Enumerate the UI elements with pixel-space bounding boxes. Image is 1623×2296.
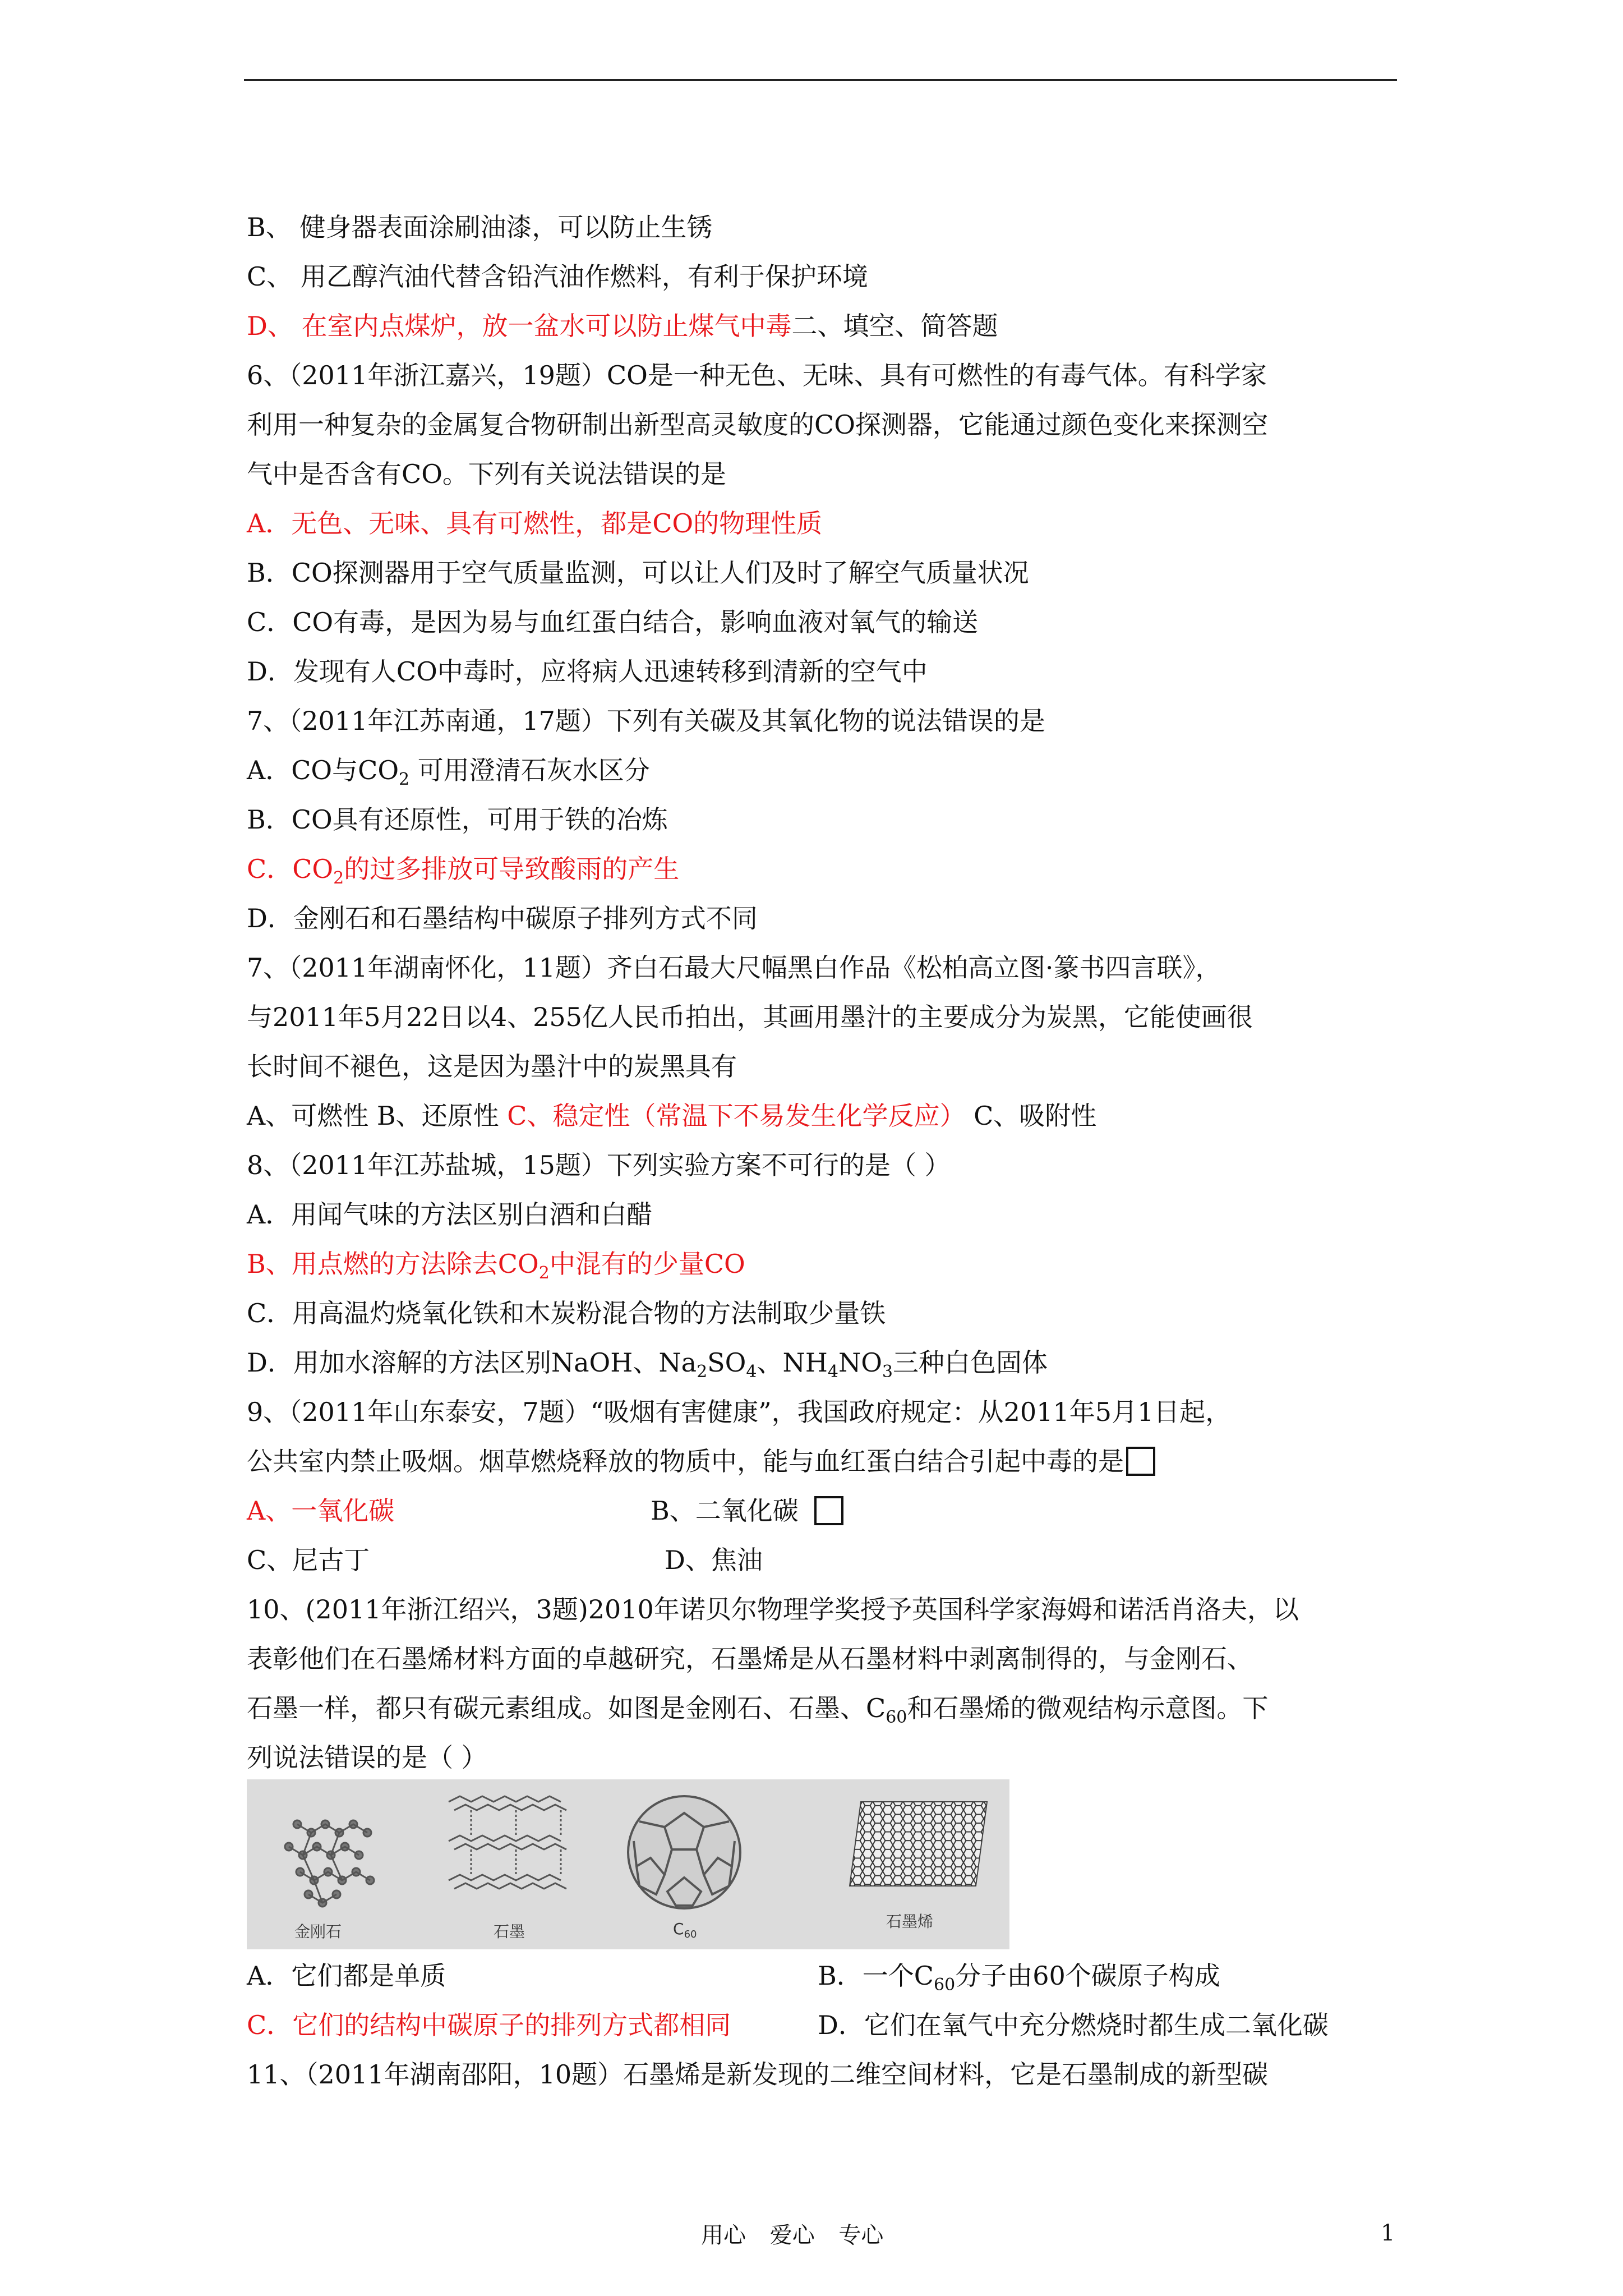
q6-option-b: B．CO探测器用于空气质量监测，可以让人们及时了解空气质量状况 xyxy=(247,558,1029,588)
question-6-line1: 6、（2011年浙江嘉兴，19题）CO是一种无色、无味、具有可燃性的有毒气体。有科学家 xyxy=(247,360,1267,390)
question-9-line2: 公共室内禁止吸烟。烟草燃烧释放的物质中，能与血红蛋白结合引起中毒的是 xyxy=(247,1443,1155,1479)
caption-graphene: 石墨烯 xyxy=(886,1912,934,1931)
question-10-line2: 表彰他们在石墨烯材料方面的卓越研究，石墨烯是从石墨材料中剥离制得的，与金刚石、 xyxy=(247,1644,1253,1674)
q7a-option-a: A．CO与$CO_2$ 可用澄清石灰水区分 xyxy=(247,755,650,789)
option-c-line: C、 用乙醇汽油代替含铅汽油作燃料，有利于保护环境 xyxy=(247,261,868,292)
question-6-line2: 利用一种复杂的金属复合物研制出新型高灵敏度的CO探测器，它能通过颜色变化来探测空 xyxy=(247,409,1268,440)
page-footer: 用心 爱心 专心 xyxy=(701,2223,884,2248)
question-9-line1: 9、（2011年山东泰安，7题）“吸烟有害健康”，我国政府规定：从2011年5月1日起， xyxy=(247,1397,1232,1427)
question-7a-line: 7、（2011年江苏南通，17题）下列有关碳及其氧化物的说法错误的是 xyxy=(247,706,1045,736)
question-10-line4: 列说法错误的是（ ） xyxy=(247,1742,487,1773)
graphite-structure xyxy=(449,1796,566,1889)
q6-option-a: A．无色、无味、具有可燃性，都是CO的物理性质 xyxy=(247,508,823,539)
question-10-line3: 石墨一样，都只有碳元素组成。如图是金刚石、石墨、$C_{60}$和石墨烯的微观结构示意图。下 xyxy=(247,1693,1269,1727)
answer-box xyxy=(814,1496,843,1525)
q7a-option-d: D．金刚石和石墨结构中碳原子排列方式不同 xyxy=(247,903,758,933)
q8-option-d: D．用加水溶解的方法区别NaOH、$Na_2SO_4$、$NH_4NO_3$三种白色固体 xyxy=(247,1347,1048,1382)
question-10-line1: 10、(2011年浙江绍兴，3题)2010年诺贝尔物理学奖授予英国科学家海姆和诺活肖洛夫，以 xyxy=(247,1594,1299,1625)
question-8-line: 8、（2011年江苏盐城，15题）下列实验方案不可行的是（ ） xyxy=(247,1150,951,1180)
q7a-option-c: C．$CO_2$的过多排放可导致酸雨的产生 xyxy=(247,854,680,888)
answer-box xyxy=(1126,1447,1155,1476)
q7a-option-b: B．CO具有还原性，可用于铁的冶炼 xyxy=(247,804,668,835)
q9-options-row1: A、一氧化碳 B、二氧化碳 xyxy=(247,1493,394,1529)
caption-graphite: 石墨 xyxy=(494,1922,525,1941)
q6-option-d: D．发现有人CO中毒时，应将病人迅速转移到清新的空气中 xyxy=(247,656,928,687)
q7b-options: A、可燃性 B、还原性 C、稳定性（常温下不易发生化学反应） C、吸附性 xyxy=(247,1101,1097,1131)
q8-option-a: A．用闻气味的方法区别白酒和白醋 xyxy=(247,1199,653,1230)
q6-option-c: C．CO有毒，是因为易与血红蛋白结合，影响血液对氧气的输送 xyxy=(247,607,979,637)
question-7b-line1: 7、（2011年湖南怀化，11题）齐白石最大尺幅黑白作品《松柏高立图·篆书四言联》， xyxy=(247,953,1221,983)
question-6-line3: 气中是否含有CO。下列有关说法错误的是 xyxy=(247,459,726,489)
option-b-line: B、 健身器表面涂刷油漆，可以防止生锈 xyxy=(247,212,713,242)
carbon-structures-figure xyxy=(247,1779,1009,1949)
q8-option-b: B、用点燃的方法除去$CO_2$中混有的少量CO xyxy=(247,1249,745,1283)
question-7b-line3: 长时间不褪色，这是因为墨汁中的炭黑具有 xyxy=(247,1051,737,1082)
diamond-structure xyxy=(285,1820,374,1907)
option-d-line: D、 在室内点煤炉，放一盆水可以防止煤气中毒二、填空、简答题 xyxy=(247,311,998,341)
c60-structure xyxy=(628,1796,740,1908)
graphene-structure xyxy=(850,1802,987,1886)
question-7b-line2: 与2011年5月22日以4、255亿人民币拍出，其画用墨汁的主要成分为炭黑，它能使画很 xyxy=(247,1002,1253,1032)
page-number: 1 xyxy=(1381,2220,1395,2246)
question-11-line1: 11、（2011年湖南邵阳，10题）石墨烯是新发现的二维空间材料，它是石墨制成的新型碳 xyxy=(247,2059,1269,2090)
caption-c60: $C_{60}$ xyxy=(673,1920,697,1940)
header-rule xyxy=(244,79,1397,81)
caption-diamond: 金刚石 xyxy=(294,1922,342,1941)
q10-options-row2: C．它们的结构中碳原子的排列方式都相同 D．它们在氧气中充分燃烧时都生成二氧化碳 xyxy=(247,2010,1329,2040)
q8-option-c: C．用高温灼烧氧化铁和木炭粉混合物的方法制取少量铁 xyxy=(247,1298,886,1328)
q10-options-row1: A．它们都是单质 B．一个$C_{60}$分子由60个碳原子构成 xyxy=(247,1961,1220,1995)
q9-options-row2: C、尼古丁 D、焦油 xyxy=(247,1545,763,1575)
